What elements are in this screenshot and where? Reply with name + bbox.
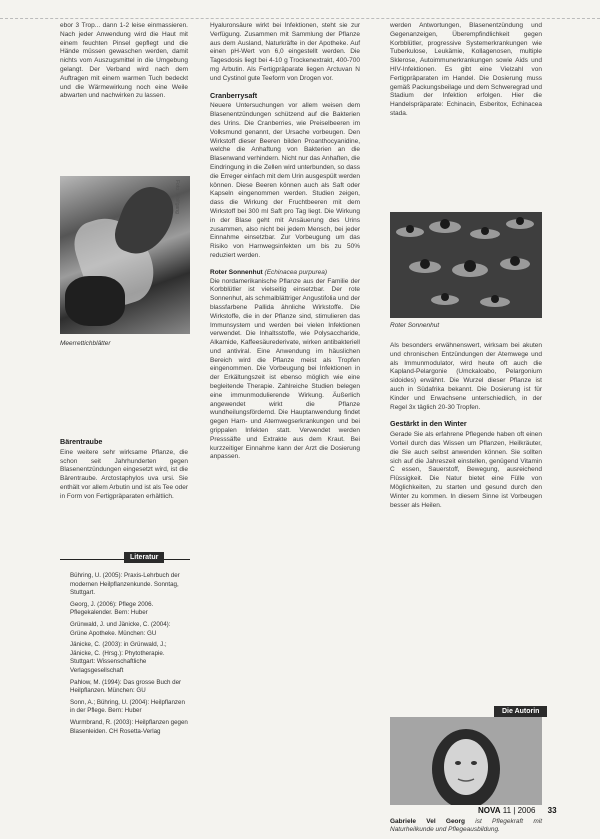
top-rule [0, 18, 600, 20]
pelargonie-text: Als besonders erwähnenswert, wirksam bei akuten und chronischen Entzündungen der Atemwege und als Immunmodulator, wird heute oft auch die Kapland-Pelargonie (Umckaloabo, Pelargonium sidoides) erwähnt. Die Wurzel dieser Pflanze ist auch in Südafrika bekannt. Die Dosierung ist für Kinder und Erwachsene unterschiedlich, in der Regel 3x täglich 20-30 Tropfen. [390, 342, 542, 411]
column-3-middle [390, 342, 542, 510]
author-name: Gabriele Vel Georg [390, 818, 466, 825]
sonnenhut-intro [210, 269, 360, 278]
echinacea-caption: Roter Sonnenhut [390, 322, 440, 329]
column-1-baerentraube [60, 432, 188, 502]
col2-intro-text: Hyaluronsäure wirkt bei Infektionen, steht sie zur Verfügung. Zusammen mit Sammlung der Pflanze aus dem Ausland, Naturkräfte in der Apotheke. Auf einen pH-Wert von 6,0 eingestellt werden. Die Tagesdosis liegt bei 4-10 g Trockenextrakt, 400-700 mg Arbutin. Als Fertigpräparate liegen Arctuvan N und Cystinol gute Teeform von Drogen vor. [210, 22, 360, 82]
footer [478, 806, 557, 815]
literature-list [70, 572, 188, 739]
sonnenhut-heading: Roter Sonnenhut [210, 268, 263, 276]
author-tag: Die Autorin [494, 706, 547, 717]
page-number: 33 [547, 806, 557, 815]
literature-entry: Grünwald, J. und Jänicke, C. (2004): Grüne Apotheke. München: GU [70, 620, 171, 637]
cranberry-heading [210, 92, 360, 101]
col3-intro-text: werden Antwortungen, Blasenentzündung und Gegenanzeigen, Überempfindlichkeit gegen Korbblütler, progressive Systemerkrankungen wie Tuberkulose, Leukämie, Kollagenosen, multiple Sklerose, Autoimmunerkrankungen sowie Aids und HIV-Infektionen. Es gibt eine Vielzahl von Fertigpräparaten im Handel. Die Dosierung muss gemäß Packungsbeilage und dem Schweregrad und Stadium der Infektion erfolgen. Hier die Handelspräparate: Echinacin, Esberitox, Echinacea stada. [390, 22, 542, 117]
winter-heading: Gestärkt in den Winter [390, 419, 467, 429]
author-photo [390, 717, 542, 805]
baerentraube-text: Eine weitere sehr wirksame Pflanze, die schon seit Jahrhunderten gegen Blasenentzündungen eingesetzt wird, ist die Bärentraube. Arctostaphylos uva ursi. Sie enthält vor allem Arbutin und ist als Tee oder in Form von Fertigpräparaten erhältlich. [60, 448, 188, 500]
sonnenhut-text: Die nordamerikanische Pflanze aus der Familie der Korbblütler ist vielseitig einsetzbar. Der rote Sonnenhut, als schmalblättriger Angustifolia und der blassfarbene Pallida ähnliche Wirkstoffe. Die Wirkstoffe, die in der Pflanze sind, stimulieren das Immunsystem und werden bei vielen Infektionen verwendet. Die Inhaltsstoffe, wie Polysaccharide, Alkamide, Kaffeesäurederivate, wirken antibakteriell und antiviral. Eine Anwendung im häuslichen Bereich wird die Pflanze meist als Tropfen eingenommen. Die Vorbeugung bei Infektionen in der Erkältungszeit ist ebenso möglich wie eine begleitende Therapie. Zahlreiche Studien belegen eine immunmodulierende Wirkung. Äußerlich angewendet wirkt die Pflanze wundheilungsfördernd. Die Hauptanwendung findet gegen Harn- und Atemwegserkrankungen und bei grippalen Infekten statt. Verwendet werden Presssäfte und Extrakte aus dem Kraut. Bei kurzzeitiger Einnahme kann der Arzt die Dosierung anpassen. [210, 277, 360, 461]
literature-entry: Wurmbrand, R. (2003): Heilpflanzen gegen Blasenleiden. CH Rosetta-Verlag [70, 718, 188, 735]
cranberry-text: Neuere Untersuchungen vor allem weisen dem Blasenentzündungen schützend auf die Bakterien des Urins. Die Cranberries, wie Preiselbeeren im Volksmund genannt, der Ursache vorbeugen. Den Wirkstoff dieser Beeren bilden Proanthocyanidine, welche die Anhaftung von Bakterien an die Blasenwand verhindern. Nicht nur das Anhaften, die Eindringung in die Zellen wird unterbunden, so dass die Erreger einfach mit dem Urin ausgespült werden können. Diese Beeren können auch als Saft oder Kapseln eingenommen werden. Studien zeigen, dass die Wirkung der Fruchtbeeren mit dem Wirkstoff bei 300 ml Saft pro Tag liegt. Die Wirkung in der Blase geht mit Ansäuerung des Urins zusammen, also nicht bei jedem Mensch, bei jeder Einnahme einsetzbar. Zur Vorbeugung um das Risiko von Harnwegsinfekten um bis zu 50% reduziert werden. [210, 102, 360, 259]
issue-number: 11 | 2006 [502, 806, 536, 815]
column-3-top [390, 22, 542, 119]
column-2 [210, 22, 360, 462]
column-1-intro [60, 22, 188, 101]
photo1-credit: Foto: Wolfgang [174, 180, 180, 214]
literature-entry: Pahlow, M. (1994): Das grosse Buch der Heilpflanzen. München: GU [70, 678, 182, 695]
baerentraube-heading: Bärentraube [60, 437, 103, 446]
col1-intro-text: ebor 3 Trop... dann 1-2 leise einmassieren. Nach jeder Anwendung wird die Haut mit einem feuchten Pinsel gepflegt und die Hände müssen gewaschen werden, damit nichts vom Auszugsmittel in die Umgebung gelangt. Der Verband wird nach dem Auftragen mit einem warmen Tuch bedeckt und die Wärmewirkung noch eine Weile abwarten und nachwirken zu lassen. [60, 22, 188, 100]
cranberry-heading-text: Cranberrysaft [210, 90, 258, 100]
echinacea-illustration [390, 212, 542, 318]
photo1-caption: Meerrettichblätter [60, 340, 111, 347]
literature-entry: Bühring, U. (2005): Praxis-Lehrbuch der modernen Heilpflanzenkunde. Sonntag, Stuttgart. [70, 572, 180, 597]
sonnenhut-latin: (Echinacea purpurea) [262, 268, 328, 276]
echinacea-photo [390, 212, 542, 318]
author-desc: ist Pflegekraft mit Naturheilkunde und Pflegeausbildung. [390, 818, 543, 833]
magazine-name: NOVA [478, 806, 501, 815]
literature-tag: Literatur [124, 552, 164, 563]
author-portrait [390, 717, 542, 805]
literature-entry: Jänicke, C. (2003): in Grünwald, J.; Jänicke, C. (Hrsg.): Phytotherapie. Stuttgart: Wissenschaftliche Verlagsgesellschaft [70, 641, 167, 674]
literature-entry: Georg, J. (2006): Pflege 2006. Pflegekalender. Bern: Huber [70, 600, 154, 617]
winter-text: Gerade Sie als erfahrene Pflegende haben oft einen Vorteil durch das Wissen um Pflanzen, Heilkräuter, die Sie auch selbst anwenden können. Sie sollten sich auf die Jahreszeit einstellen, genügend Vitamin C essen, Sauerstoff, Bewegung, ausreichend Flüssigkeit. Die Natur bietet eine Fülle von Möglichkeiten, zu starten und gesund durch den Winter zu kommen. In diesem Sinne ist Vorbeugen besser als Heilen. [390, 431, 542, 509]
author-bio [390, 818, 542, 834]
horseradish-photo [60, 176, 190, 334]
literature-entry: Sonn, A.; Bühring, U. (2004): Heilpflanzen in der Pflege. Bern: Huber [70, 698, 185, 715]
